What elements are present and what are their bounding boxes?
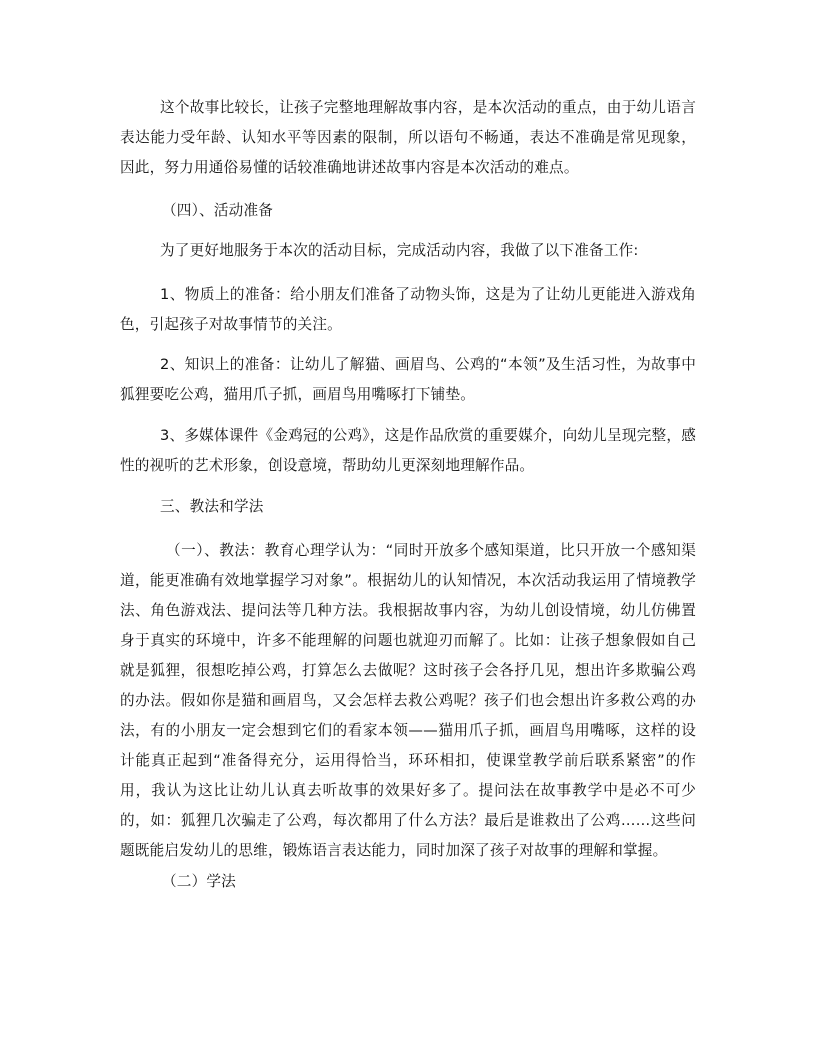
paragraph-story-focus: 这个故事比较长，让孩子完整地理解故事内容，是本次活动的重点，由于幼儿语言表达能力受年龄、认知水平等因素的限制，所以语句不畅通，表达不准确是常见现象，因此，努力用通俗易懂的话较准确地讲述故事内容是本次活动的难点。 bbox=[120, 99, 696, 176]
heading-activity-preparation: （四）、活动准备 bbox=[162, 202, 274, 219]
paragraph-preparation-material: 1、物质上的准备：给小朋友们准备了动物头饰，这是为了让幼儿更能进入游戏角色，引起孩子对故事情节的关注。 bbox=[120, 286, 696, 333]
paragraph-preparation-intro: 为了更好地服务于本次的活动目标，完成活动内容，我做了以下准备工作: bbox=[160, 242, 639, 259]
paragraph-preparation-knowledge: 2、知识上的准备：让幼儿了解猫、画眉鸟、公鸡的“本领”及生活习性，为故事中狐狸要吃公鸡，猫用爪子抓，画眉鸟用嘴啄打下铺垫。 bbox=[120, 356, 696, 403]
heading-learning-method: （二）学法 bbox=[162, 873, 236, 890]
paragraph-teaching-method: （一）、教法：教育心理学认为：“同时开放多个感知渠道，比只开放一个感知渠道，能更准确有效地掌握学习对象”。根据幼儿的认知情况，本次活动我运用了情境教学法、角色游戏法、提问法等几种方法。我根据故事内容，为幼儿创设情境，幼儿仿佛置身于真实的环境中，许多不能理解的问题也就迎刃而解了。比如：让孩子想象假如自己就是狐狸，很想吃掉公鸡，打算怎么去做呢？这时孩子会各抒几见，想出许多欺骗公鸡的办法。假如你是猫和画眉鸟，又会怎样去救公鸡呢？孩子们也会想出许多救公鸡的办法，有的小朋友一定会想到它们的看家本领——猫用爪子抓，画眉鸟用嘴啄，这样的设计能真正起到“准备得充分，运用得恰当，环环相扣，使课堂教学前后联系紧密”的作用，我认为这比让幼儿认真去听故事的效果好多了。提问法在故事教学中是必不可少的，如：狐狸几次骗走了公鸡，每次都用了什么方法？最后是谁救出了公鸡……这些问题既能启发幼儿的思维，锻炼语言表达能力，同时加深了孩子对故事的理解和掌握。 bbox=[120, 542, 696, 859]
paragraph-preparation-multimedia: 3、多媒体课件《金鸡冠的公鸡》，这是作品欣赏的重要媒介，向幼儿呈现完整，感性的视听的艺术形象，创设意境，帮助幼儿更深刻地理解作品。 bbox=[120, 427, 696, 474]
heading-teaching-and-learning-methods: 三、教法和学法 bbox=[160, 498, 264, 515]
